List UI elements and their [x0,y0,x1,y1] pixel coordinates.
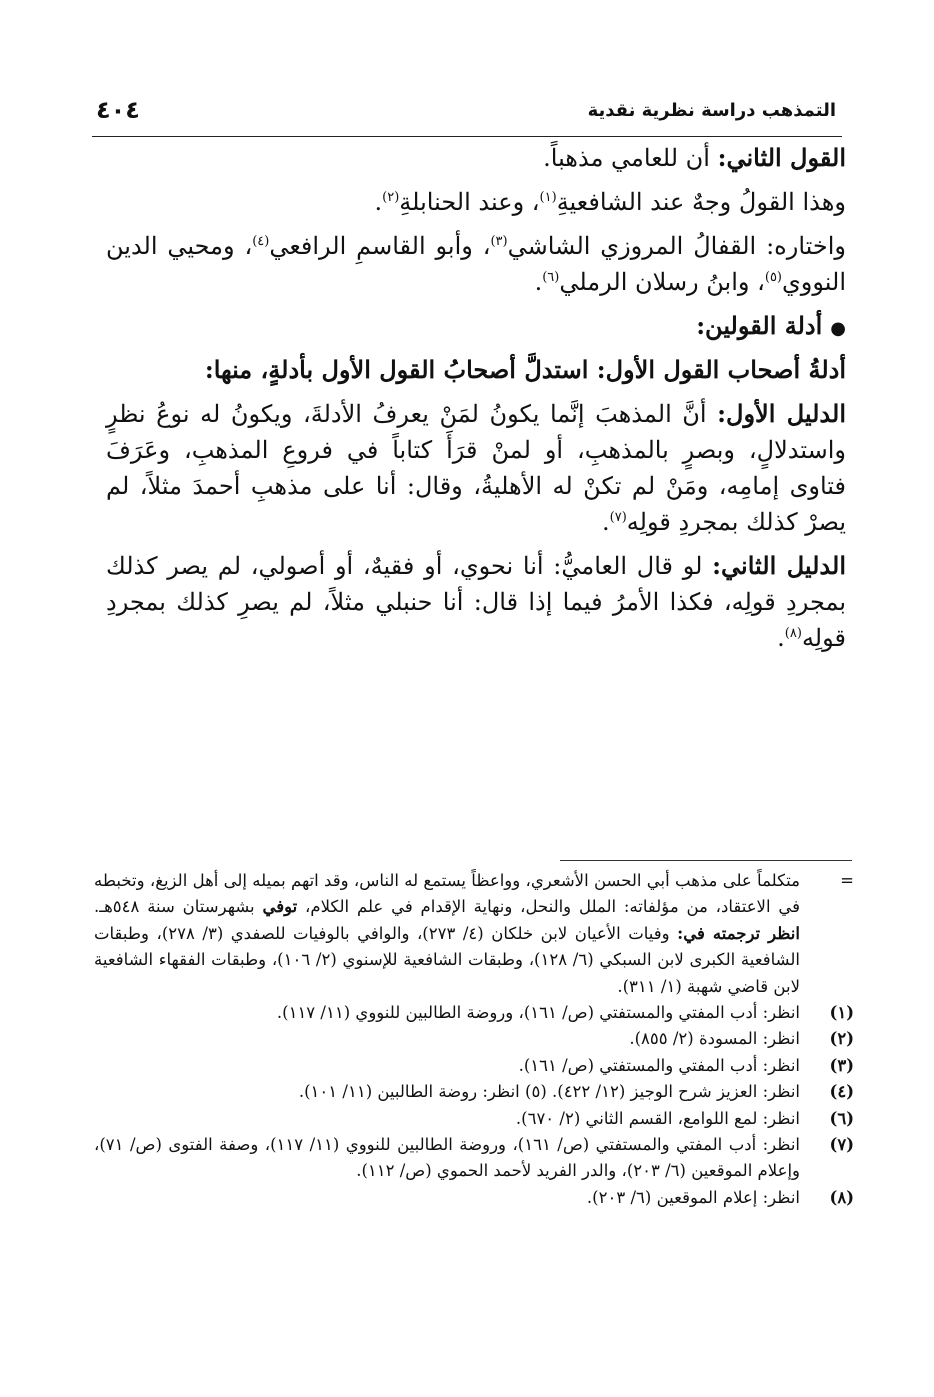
footnote-number: (٨) [829,1187,854,1207]
footnote-item [94,1106,854,1132]
text-span: ، ومحيي الدين النووي [106,232,846,296]
footnote-ref[interactable]: (٦) [542,270,560,285]
bullet-icon: ● [830,318,846,339]
footnote-text: انظر: لمع اللوامع، القسم الثاني (٢/ ٦٧٠). [515,1108,800,1128]
second-proof-text: لو قال العاميُّ: أنا نحوي، أو فقيهٌ، أو أصولي، لم يصر كذلك بمجردِ قولِه، فكذا الأمرُ فيما إذا قال: أنا حنبلي مثلاً، لم يصرِ كذلك بمجردِ قولِه [106,552,846,652]
header-divider [92,136,842,137]
text-span: متكلماً على مذهب أبي الحسن الأشعري، وواعظاً يستمع له الناس، وقد اتهم بميله إلى أهل الزيغ، وتخبطه في الاعتقاد، من مؤلفاته: الملل والنحل، ونهاية الإقدام في علم الكلام، [94,871,801,917]
footnote-number: (١) [829,1002,854,1022]
footnote-ref[interactable]: (١) [539,190,557,205]
paragraph-first-opinion-evidence [106,352,846,388]
text-span: . [374,188,383,216]
text-span: بشهرستان سنة ٥٤٨هـ. [94,897,263,917]
footnote-item [94,1000,854,1026]
text-span: . [602,508,610,536]
second-opinion-text: أن للعامي مذهباً. [543,144,718,172]
page-number: ٤٠٤ [96,96,140,124]
footnote-number: (٦) [829,1108,854,1128]
section-heading: أدلة القولين: [696,311,823,340]
text-span: ، وأبو القاسمِ الرافعي [269,232,491,260]
footnote-ref[interactable]: (٧) [609,510,627,525]
first-proof-lead: الدليل الأول: [717,399,847,428]
main-text [106,140,846,664]
text-span: وفيات الأعيان لابن خلكان (٤/ ٢٧٣)، والوافي بالوفيات للصفدي (٣/ ٢٧٨)، وطبقات الشافعية الكبرى لابن السبكي (٦/ ١٢٨)، وطبقات الشافعية للإسنوي (٢/ ١٠٦)، وطبقات الفقهاء الشافعية لابن قاضي شهبة (١/ ٣١١). [94,923,800,996]
paragraph-first-proof [106,396,846,540]
footnote-item [94,1079,854,1105]
first-proof-text: أنَّ المذهبَ إنَّما يكونُ لمَنْ يعرفُ الأدلةَ، ويكونُ له نوعُ نظرٍ واستدلالٍ، وبصرٍ بالمذهبِ، أو لمنْ قرَأَ كتاباً في فروعِ المذهبِ، وعَرَفَ فتاوى إمامِه، ومَنْ لم تكنْ له الأهليةُ، وقال: أنا على مذهبِ أحمدَ مثلاً، لم يصرْ كذلك بمجردِ قولِه [106,400,847,536]
footnote-text: انظر: إعلام الموقعين (٦/ ٢٠٣). [586,1187,800,1207]
continuation-marker: = [840,871,854,890]
running-header [96,96,836,130]
first-opinion-lead: أدلةُ أصحاب القول الأول: [596,355,846,384]
paragraph-schools [106,184,846,220]
footnote-text: انظر: أدب المفتي والمستفتي (ص/ ١٦١)، وروضة الطالبين للنووي (١١/ ١١٧). [276,1002,800,1022]
footnote-number: (٣) [829,1055,854,1075]
footnote-number: (٢) [829,1029,854,1049]
footnote-item [94,1185,854,1211]
footnotes [94,868,854,1211]
text-span: . [777,624,785,652]
first-opinion-text: استدلَّ أصحابُ القول الأول بأدلةٍ، منها: [204,355,597,384]
text-span: واختاره: القفالُ المروزي الشاشي [507,232,846,260]
text-span: ، وعند الحنابلةِ [399,188,540,216]
running-title: التمذهب دراسة نظرية نقدية [587,100,836,121]
second-opinion-label: القول الثاني: [717,143,846,172]
footnote-text: انظر: أدب المفتي والمستفتي (ص/ ١٦١). [518,1055,800,1075]
footnote-number: (٧) [829,1134,854,1154]
text-span: وهذا القولُ وجهٌ عند الشافعيةِ [556,188,846,216]
footnote-text: انظر: المسودة (٢/ ٨٥٥). [629,1029,800,1049]
text-span: . [534,268,543,296]
footnote-text [94,868,802,1000]
footnote-continuation [94,868,854,1000]
footnote-ref[interactable]: (٣) [490,234,508,249]
footnote-number: (٤) [829,1082,854,1102]
paragraph-chosen-by [106,228,846,300]
text-span: توفي [262,897,298,917]
footnote-ref[interactable]: (٢) [382,190,400,205]
second-proof-lead: الدليل الثاني: [712,551,846,580]
footnote-text: انظر: أدب المفتي والمستفتي (ص/ ١٦١)، وروضة الطالبين للنووي (١١/ ١١٧)، وصفة الفتوى (ص/ ٧١)، وإعلام الموقعين (٦/ ٢٠٣)، والدر الفريد لأحمد الحموي (ص/ ١١٢). [94,1134,800,1181]
footnote-ref[interactable]: (٥) [764,270,782,285]
paragraph-second-proof [106,548,846,656]
footnote-ref[interactable]: (٤) [252,234,270,249]
text-span: ، وابنُ رسلان الرملي [559,268,765,296]
text-span: انظر ترجمته في: [677,923,800,943]
footnote-text: انظر: العزيز شرح الوجيز (١٢/ ٤٢٢). (٥) انظر: روضة الطالبين (١١/ ١٠١). [298,1082,800,1102]
paragraph-second-opinion [106,140,846,176]
footnote-ref[interactable]: (٨) [784,626,802,641]
paragraph-evidence-heading [106,308,846,344]
footnote-item [94,1053,854,1079]
footnote-divider [560,860,852,861]
footnote-item [94,1132,854,1185]
footnote-item [94,1026,854,1052]
